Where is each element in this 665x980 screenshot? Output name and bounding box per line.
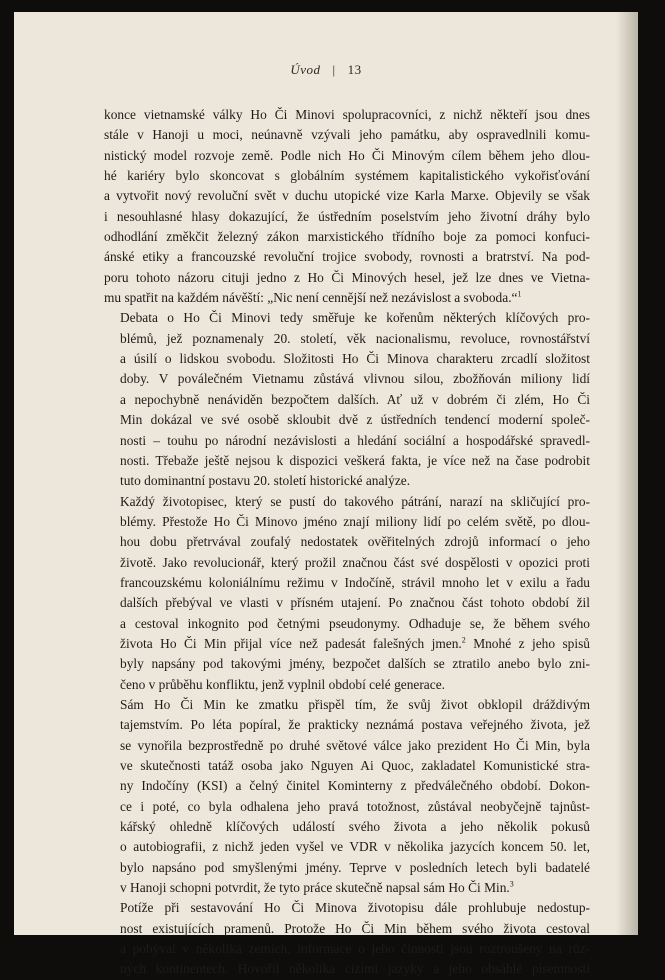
text-line: o autobiografii, z nichž jeden vyšel ve VDR v několika jazycích koncem 50. let, (120, 839, 590, 855)
footnote-ref: 3 (509, 879, 514, 889)
text-line: nosti. Třebaže ještě nejsou k dispozici veškerá fakta, je více než na čase podrobit (120, 452, 590, 468)
text-line: tuto dominantní postavu 20. století historické analýze. (120, 473, 411, 489)
body-text (104, 105, 590, 980)
text-line: a cestoval inkognito pod četnými pseudonymy. Odhaduje se, že během svého (120, 615, 590, 631)
book-page (14, 12, 638, 977)
text-line: doby. V poválečném Vietnamu zůstává vlivnou silou, zbožňován miliony lidí (120, 371, 590, 387)
paragraph (104, 105, 590, 308)
text-line: blémy. Přestože Ho Či Minovo jméno znají miliony lidí po celém světě, po dlou- (120, 513, 590, 529)
text-line: ánské etiky a francouzské revoluční trojice svobody, rovnosti a bratrství. Na pod- (104, 249, 590, 265)
paragraph (104, 695, 590, 898)
text-line: se vynořila bezprostředně po druhé světové válce jako prezident Ho Či Min, byla (120, 737, 590, 753)
text-line: hou dobu přetrvával zoufalý nedostatek ověřitelných zdrojů informací o jeho (120, 534, 590, 550)
text-line: a nepochybně nenáviděn bezpočtem dalších. Ať už v dobrém či zlém, Ho Či (120, 391, 590, 407)
text-line: ných kontinentech. Hovořil několika cizími jazyky a jeho obsáhlé písemnosti (120, 961, 590, 977)
running-header (14, 62, 638, 78)
text-line: poru tohoto názoru cituji jedno z Ho Či Minových hesel, jež lze dnes ve Vietna- (104, 269, 590, 285)
text-line: hé kariéry bylo skoncovat s globálním systémem kapitalistického vykořisťování (104, 168, 590, 184)
text-line: i nesouhlasné hlasy dokazující, že ústředním poselstvím jeho životní dráhy bylo (104, 208, 590, 224)
text-line: Debata o Ho Či Minovi tedy směřuje ke kořenům některých klíčových pro- (120, 310, 590, 326)
text-line-content: života Ho Či Min přijal více než padesát falešných jmen. (120, 635, 462, 651)
text-line: životě. Jako revolucionář, který prožil značnou část své dospělosti v opozici proti (120, 554, 590, 570)
paragraph (104, 492, 590, 695)
text-line: stále v Hanoji u moci, neúnavně vzývali jeho památku, aby ospravedlnili komu- (104, 127, 590, 143)
text-line-content: v Hanoji schopni potvrdit, že tyto práce skutečně napsal sám Ho Či Min. (120, 880, 510, 896)
paragraph (104, 898, 590, 979)
text-line: byly napsány pod takovými jmény, bezpočet dalších se ztratilo anebo bylo zni- (120, 656, 590, 672)
page-number: 13 (347, 62, 362, 77)
text-line: konce vietnamské války Ho Či Minovi spolupracovníci, z nichž někteří jsou dnes (104, 107, 590, 122)
text-line: nistický model rozvoje země. Podle nich Ho Či Minovým cílem během jeho dlou- (104, 147, 590, 163)
text-line: a vytvořit nový revoluční svět v duchu utopické vize Karla Marxe. Objevily se však (104, 188, 590, 204)
text-line: a úsilí o lidskou svobodu. Složitosti Ho Či Minova charakteru zrcadlí složitost (120, 351, 590, 367)
text-line: ve skutečnosti tatáž osoba jako Nguyen Ai Quoc, zakladatel Komunistické stra- (120, 758, 590, 773)
footnote-ref: 2 (461, 635, 466, 645)
text-line: a pobýval v několika zemích, informace o jeho činnosti jsou roztroušeny na růz- (120, 941, 590, 957)
text-line-content: mu spatřit na každém návěští: „Nic není cennější než nezávislost a svoboda.“ (104, 290, 518, 306)
text-line (104, 878, 590, 898)
paragraph (104, 308, 590, 491)
text-line: Potíže při sestavování Ho Či Minova životopisu dále prohlubuje nedostup- (120, 900, 590, 916)
text-line (104, 634, 590, 654)
header-separator: | (332, 62, 336, 77)
text-line: tajemstvím. Po léta popíral, že prakticky neznámá postava veřejného života, jež (120, 717, 590, 733)
text-line: kářský ohledně klíčových událostí svého života a jeho několik pokusů (120, 819, 590, 835)
text-line: nost existujících pramenů. Protože Ho Či Min během svého života cestoval (120, 920, 590, 936)
text-line (104, 288, 590, 308)
text-line: Každý životopisec, který se pustí do takového pátrání, narazí na skličující pro- (120, 493, 590, 509)
text-line: dalších přebýval ve vlasti v přísném utajení. Po značnou část tohoto období žil (120, 595, 590, 611)
text-line: ny Indočíny (KSI) a čelný činitel Kominterny z předválečného období. Dokon- (120, 778, 590, 794)
text-line: Sám Ho Či Min ke zmatku přispěl tím, že svůj život obklopil dráždivým (120, 696, 590, 712)
text-line: odhodlání změkčit železný zákon marxistického třídního boje za pomoci konfuci- (104, 229, 590, 245)
chapter-title: Úvod (290, 62, 321, 77)
text-line: nosti – touhu po národní nezávislosti a hledání sociální a hospodářské spravedl- (120, 432, 590, 448)
text-line: ce i poté, co byla odhalena jeho pravá totožnost, zůstával neobyčejně tajnůst- (120, 798, 590, 814)
text-line: bylo napsáno pod smyšlenými jmény. Teprve v posledních letech byli badatelé (120, 859, 590, 875)
footnote-ref: 1 (517, 289, 522, 299)
text-line: francouzskému koloniálnímu režimu v Indočíně, strávil mnoho let v exilu a řadu (120, 574, 590, 590)
text-line-content: Mnohé z jeho spisů (465, 635, 590, 651)
text-line: blémů, jež poznamenaly 20. století, věk nacionalismu, revoluce, rovnostářství (120, 330, 590, 346)
text-line: Min dokázal ve své osobě skloubit dvě z ústředních tendencí moderní společ- (120, 412, 590, 428)
text-line: čeno v průběhu konfliktu, jenž vyplnil období celé generace. (120, 676, 445, 692)
